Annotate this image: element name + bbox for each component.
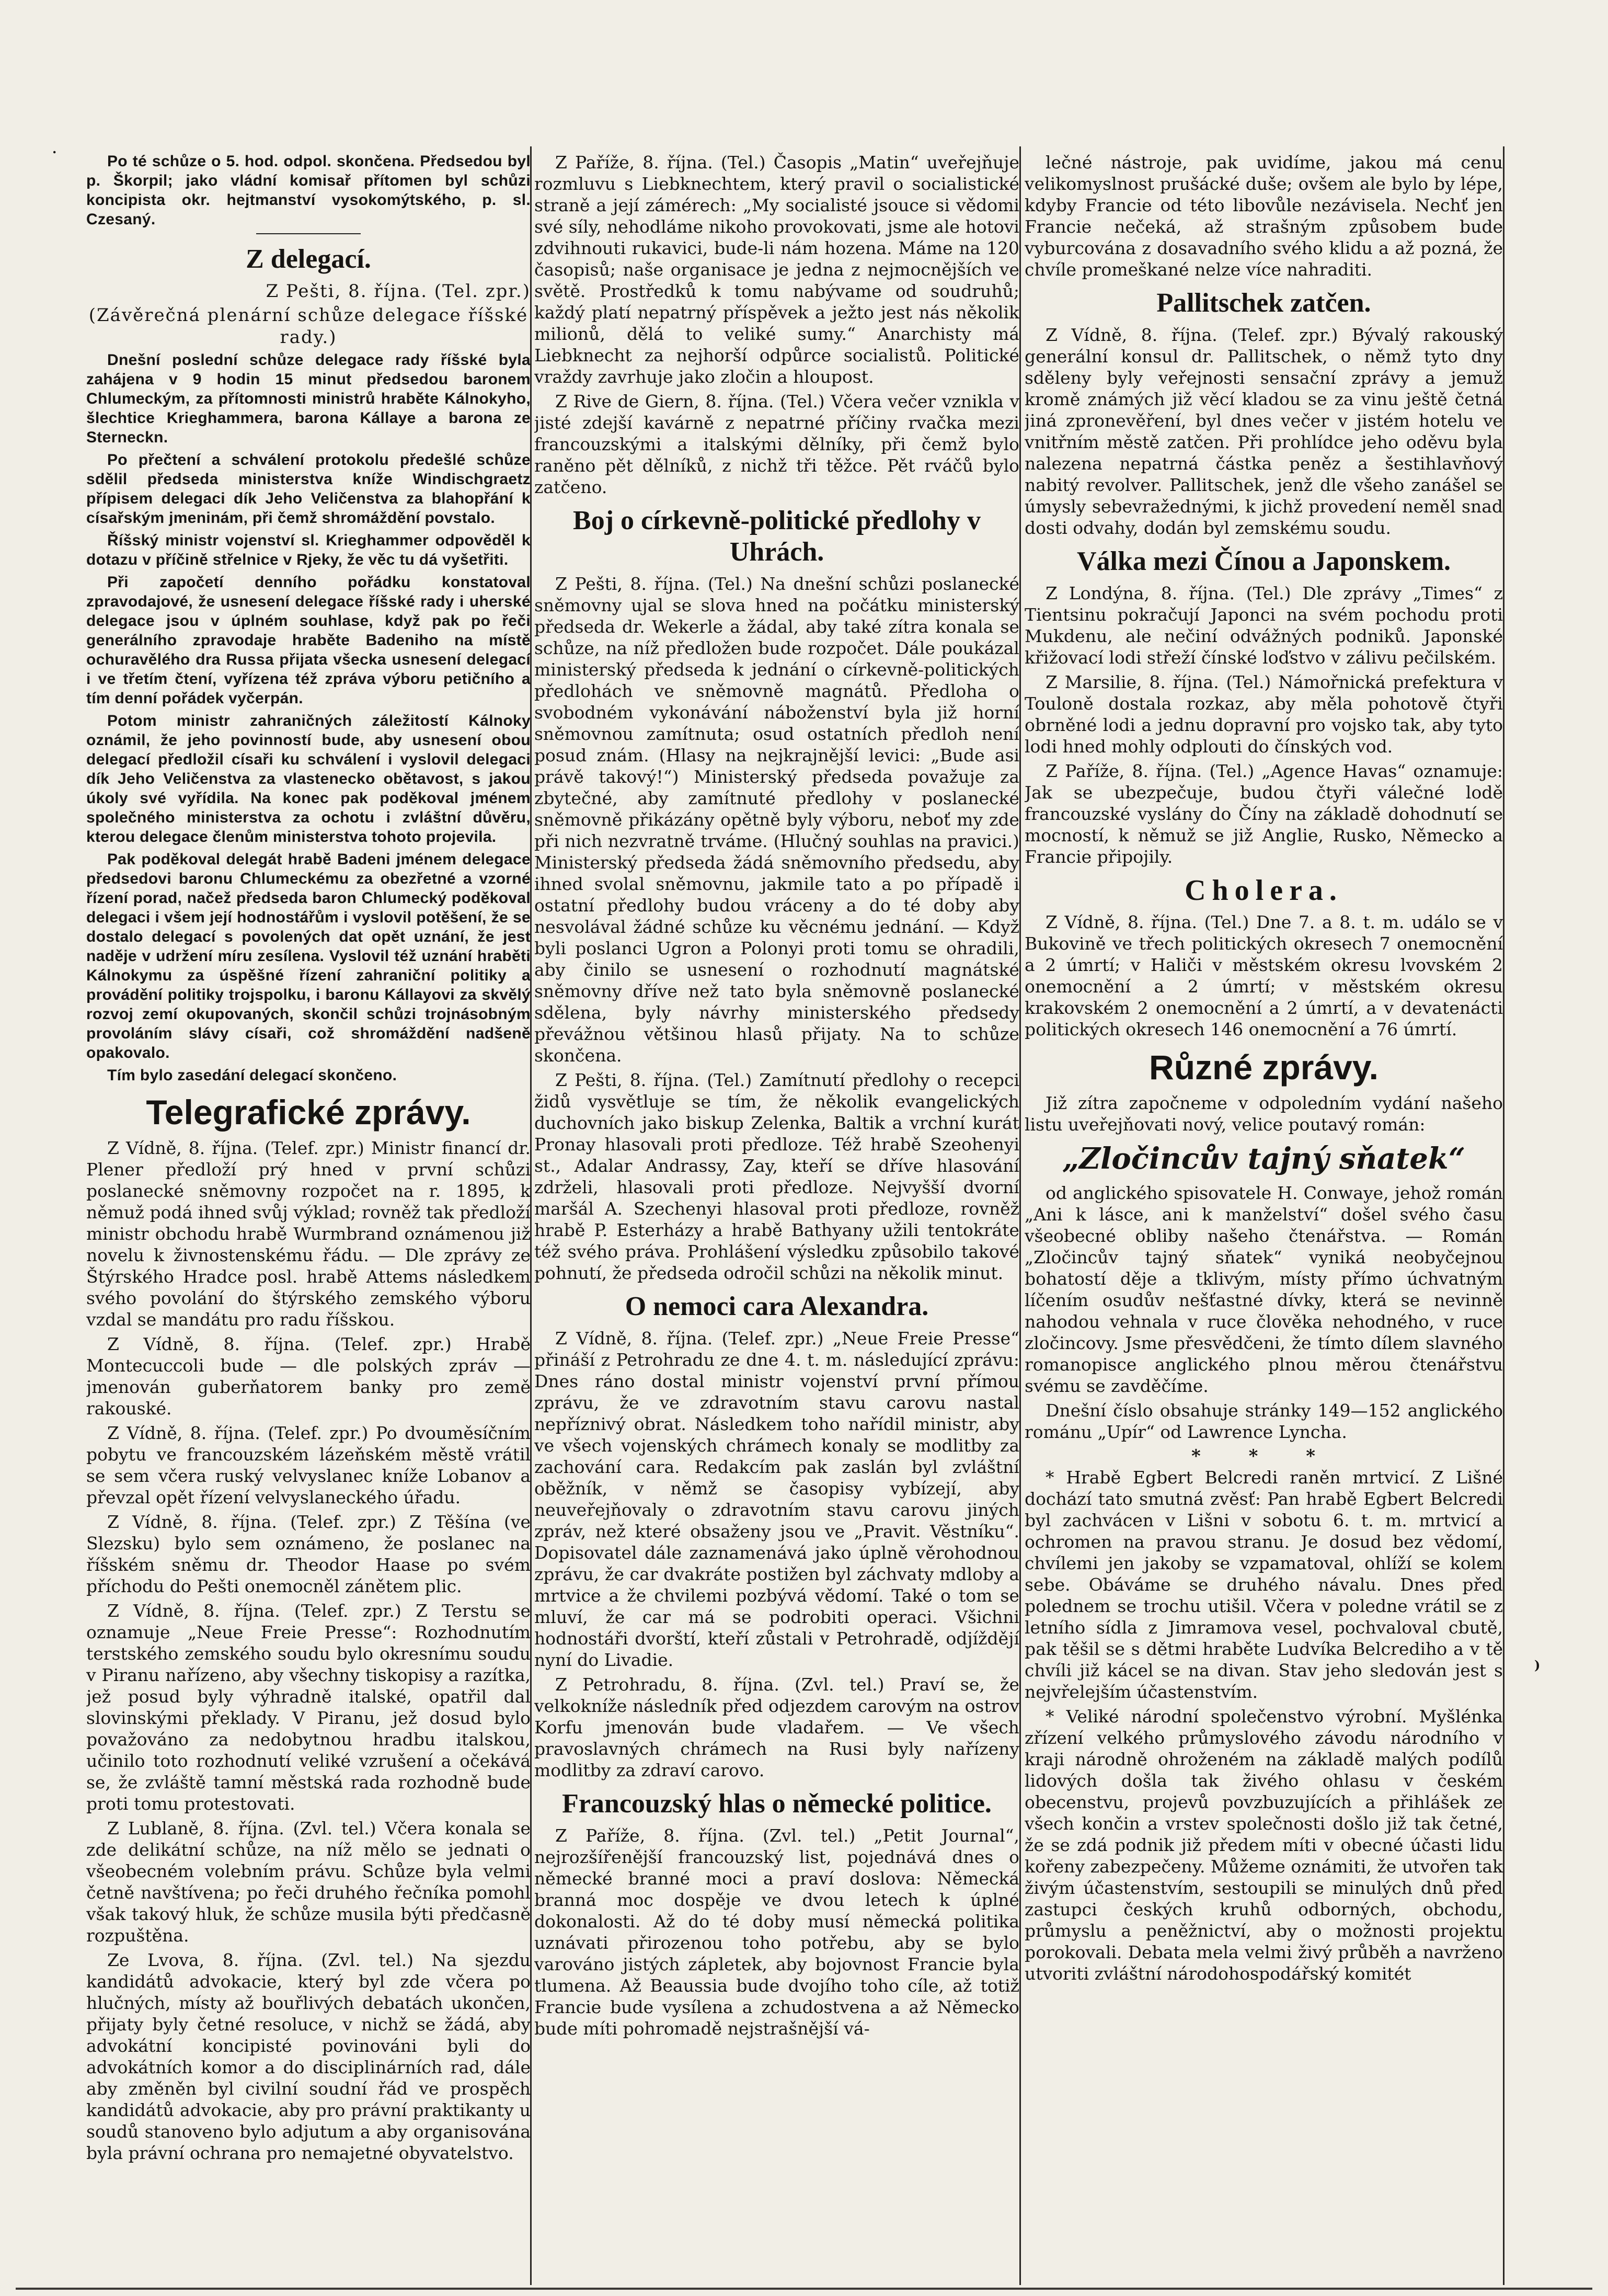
- article-paragraph: Z Vídně, 8. října. (Telef. zpr.) Ministr financí dr. Plener předloží prý hned v první schůzi poslanecké sněmovny rozpočet na r. 1895, k němuž podá ihned svůj výklad; rovněž tak předloží ministr obchodu hrabě Wurmbrand oznámenou již novelu k živnostenskému řádu. — Dle zprávy ze Štýrského Hradce posl. hrabě Attems následkem svého povolání do štýrského zemského výboru vzdal se mandátu pro radu říšskou.: [86, 1138, 531, 1330]
- article-paragraph: * Veliké národní společenstvo výrobní. Myšlénka zřízení velkého průmyslového závodu národního v kraji národně ohroženém na základě malých podílů lidových došla tak živého ohlasu v českém obecenstvu, projevů povzbuzujících a přihlášek ze všech končin a vrstev společnosti došlo již tak četné, že se zdá podnik již předem míti v obecné účasti lidu kořeny zabezpečeny. Můžeme oznámiti, že utvořen tak živým účastenstvím, sestoupili se minulých dnů před zastupci českých kruhů odborných, obchodu, průmyslu a peněžnictví, aby o možnosti projektu porokovali. Debata mela velmi živý průběh a navrženo utvoriti zvláštní národohospodářský komitét: [1025, 1706, 1503, 1984]
- section-heading: Různé zprávy.: [1149, 1048, 1379, 1087]
- article-paragraph: Z Rive de Giern, 8. října. (Tel.) Včera večer vznikla v jisté zdejší kavárně z nepatrné příčiny rvačka mezi francouzskými a italskými dělníky, při čemž bylo raněno pět dělníků, z nichž tři těžce. Pět rváčů bylo zatčeno.: [534, 391, 1019, 497]
- article-paragraph: Po přečtení a schválení protokolu předešlé schůze sdělil předseda ministerstva kníže Windischgraetz přípisem delegaci dík Jeho Veličenstva za blahopřání k císařským jmeninám, při čemž shromáždění povstalo.: [86, 451, 531, 527]
- article-paragraph: od anglického spisovatele H. Conwaye, jehož román „Ani k lásce, ani k manželství“ došel svého času všeobecné obliby našeho čtenářstva. — Román „Zločincův tajný sňatek“ vyniká neobyčejnou bohatostí děje a tklivým, místy přímo úchvatným líčením osudův nešťastné dívky, která se nevinně nahodou vehnala v ruce člověka nehodného, v ruce zločincovy. Jsme přesvědčeni, že tímto dílem slavného romanopisce anglického plnou měrou čtenářstvu svému se zavděčíme.: [1025, 1183, 1503, 1396]
- article-paragraph: Z Pešti, 8. října. (Tel.) Zamítnutí předlohy o recepci židů vysvětluje se tím, že několik evangelických duchovních jako biskup Zelenka, Baltik a vrchní kurát Pronay hlasovali proti předloze. Též hrabě Szeohenyi st., Adalar Andrassy, Zay, kteří se dříve hlasování zdrželi, hlasovali proti předloze. Nejvyšší dvorní maršál A. Szechenyi hlasoval proti předloze, rovněž hrabě P. Esterházy a hrabě Bathyany užili tentokráte též svého práva. Prohlášení výsledku způsobilo takové pohnutí, že předseda odročil schůzi na několik minut.: [534, 1070, 1019, 1283]
- column-rule: [1019, 146, 1021, 2285]
- article-paragraph: Z Petrohradu, 8. října. (Zvl. tel.) Praví se, že velkokníže následník před odjezdem carovým na ostrov Korfu jmenován bude vladařem. — Ve všech pravoslavných chrámech na Rusi byly nařízeny modlitby za zdraví carovo.: [534, 1674, 1019, 1780]
- novel-title: „Zločincův tajný sňatek“: [1062, 1141, 1465, 1176]
- article-paragraph: Z Paříže, 8. října. (Zvl. tel.) „Petit Journal“, nejrozšířenější francouzský list, pojednává dnes o německé branné moci a praví doslova: Německá branná moc dospěje ve dvou letech k úplné dokonalosti. Až do té doby musí německá politika uznávati přirozenou toho potřebu, aby se bylo varováno jistých zápletek, aby bojovnost Francie byla tlumena. Až Beaussia bude dvojího toho cíle, až totiž Francie bude vysílena a zchudostvena a až Německo bude míti pohromadě nejstrašnější vá-: [534, 1825, 1019, 2039]
- subheading: (Závěrečná plenární schůze delegace říšské rady.): [88, 305, 529, 348]
- column-3: [1025, 152, 1503, 2275]
- article-paragraph: Ze Lvova, 8. října. (Zvl. tel.) Na sjezdu kandidátů advokacie, který byl zde včera po hlučných, místy až bouřlivých debatách ukončen, přijaty byly četné resoluce, v nichž se žádá, aby advokátní koncipisté povinováni byli do advokátních komor a do disciplinárních rad, dále aby změněn byl civilní soudní řád ve prospěch kandidátů advokacie, aby pro právní praktikanty u soudů stanoveno bylo adjutum a aby organisována byla právní ochrana pro nemajetné obyvatelstvo.: [86, 1950, 531, 2163]
- article-paragraph: Z Vídně, 8. října. (Telef. zpr.) Hrabě Montecuccoli bude — dle polských zpráv — jmenován guberňatorem banky pro země rakouské.: [86, 1334, 531, 1419]
- section-heading: Francouzský hlas o německé politice.: [562, 1789, 992, 1819]
- ink-mark: ): [1534, 1658, 1541, 1673]
- section-heading: Telegrafické zprávy.: [146, 1093, 471, 1132]
- article-paragraph: Po té schůze o 5. hod. odpol. skončena. Předsedou byl p. Škorpil; jako vládní komisař přítomen byl schůzi koncipista okr. hejtmanství vysokomýtského, p. sl. Czesaný.: [86, 153, 531, 228]
- section-heading: Z delegací.: [246, 244, 371, 274]
- article-paragraph: Z Paříže, 8. října. (Tel.) Časopis „Matin“ uveřejňuje rozmluvu s Liebknechtem, který pravil o socialistické straně a její zámérech: „My socialisté jsouce si vědomi své síly, nehodláme nikoho provokovati, jsme ale hotovi zdvihnouti rukavici, bude-li nám hozena. Máme na 120 časopisů; naše organisace je jedna z nejmocnějších ve světě. Prostředků k tomu nabývame od soudruhů; každý platí nepatrný příspěvek a ježto jest nás několik milionů, dělá to veliké sumy.“ Anarchisty má Liebknecht za nejhorší odpůrce socialistů. Politické vraždy zavrhuje jako zločin a hloupost.: [534, 152, 1019, 387]
- article-paragraph: Již zítra započneme v odpoledním vydání našeho listu uveřejňovati nový, velice poutavý román:: [1025, 1093, 1503, 1135]
- column-rule: [1503, 146, 1504, 2285]
- article-paragraph: Dnešní číslo obsahuje stránky 149—152 anglického románu „Upír“ od Lawrence Lyncha.: [1025, 1400, 1503, 1442]
- section-heading: O nemoci cara Alexandra.: [625, 1292, 929, 1321]
- dateline: Z Pešti, 8. října. (Tel. zpr.): [266, 281, 531, 302]
- article-paragraph: Říšský ministr vojenství sl. Krieghammer odpověděl k dotazu v příčině střelnice v Rjeky, že věc tu dá vyšetřiti.: [86, 532, 531, 568]
- ink-mark: .: [52, 141, 57, 156]
- article-paragraph: lečné nástroje, pak uvidíme, jakou má cenu velikomyslnost prušácké duše; ovšem ale bylo by lépe, kdyby Francie od této libovůle nezávisela. Nechť jen Francie nečeká, až strašným způsobem bude vyburcována z dosavadního svého klidu a až pozná, že chvíle promeškané nelze více nahraditi.: [1025, 152, 1503, 280]
- section-heading: Boj o církevně-politické předlohy v Uhrách.: [573, 506, 981, 567]
- article-paragraph: Z Pešti, 8. října. (Tel.) Na dnešní schůzi poslanecké sněmovny ujal se slova hned na počátku ministerský předseda dr. Wekerle a žádal, aby také zítra konala se schůze, na níž předložen bude rozpočet. Dále poukázal ministerský předseda k jednání o církevně-politických předlohách ve sněmovně magnátů. Předloha o svobodném vykonávání náboženství byla již horní sněmovnou zamítnuta; osud ostatních předloh není posud znám. (Hlasy na nejkrajnější levici: „Bude asi právě takový!“) Ministerský předseda považuje za zbytečné, aby zamítnuté předlohy v poslanecké sněmovně přikázány opětně byly výboru, neboť my zde při nich nezvratně trváme. (Hlučný souhlas na pravici.) Ministerský předseda žádá sněmovního předsedu, aby ihned svolal sněmovnu, jakmile tato a po případě i ostatní předlohy budou vráceny a do té doby aby nesvolával žádné schůze ku věcnému jednání. — Když byli poslanci Ugron a Polonyi proti tomu se ohradili, aby činilo se usnesení o rozhodnutí magnátské sněmovny dříve než tato byla sněmovně poslanecké sdělena, byly návrhy ministerského předsedy převážnou většinou hlasů přijaty. Na to schůze skončena.: [534, 574, 1019, 1066]
- article-paragraph: Z Vídně, 8. října. (Telef. zpr.) Po dvouměsíčním pobytu ve francouzském lázeňském městě vrátil se sem včera ruský velvyslanec kníže Lobanov a převzal opět řízení velvyslaneckého úřadu.: [86, 1423, 531, 1507]
- section-heading: Pallitschek zatčen.: [1156, 288, 1371, 318]
- column-1: [86, 152, 531, 2275]
- article-paragraph: Z Lublaně, 8. října. (Zvl. tel.) Včera konala se zde delikátní schůze, na níž mělo se jednati o všeobecném volebním právu. Schůze byla velmi četně navštívena; po řeči druhého řečníka pomohl však takový hluk, že schůze musila býti předčasně rozpuštěna.: [86, 1818, 531, 1946]
- article-paragraph: Z Vídně, 8. října. (Telef. zpr.) „Neue Freie Presse“ přináší z Petrohradu ze dne 4. t. m. následující zprávu: Dnes ráno dostal ministr vojenství první přímou zprávu, že ve zdravotním stavu carovu nastal nepříznivý obrat. Následkem toho nařídil ministr, aby ve všech vojenských chrámech konaly se modlitby za zachování cara. Redakcím pak zaslán byl zvláštní oběžník, v němž se časopisy vybízejí, aby neuveřejňovaly o zdravotním stavu carovu jiných zpráv, než které obsaženy jsou ve „Pravit. Věstníku“. Dopisovatel dále zaznamenává jako úplně věrohodnou zprávu, že car dvakráte postižen byl záchvaty mdloby a mrtvice a že chvilemi pozbývá vědomí. Také o tom se mluví, že car má se podrobiti operaci. Všichni hodnostáři dvorští, kteří zůstali v Petrohradě, odjíždějí nyní do Livadie.: [534, 1328, 1019, 1670]
- article-paragraph: Dnešní poslední schůze delegace rady říšské byla zahájena v 9 hodin 15 minut předsedou baronem Chlumeckým, za přítomnosti ministrů hraběte Kálnokyho, šlechtice Krieghammera, barona Kállaye a barona ze Sterneckn.: [86, 351, 531, 446]
- article-paragraph: Z Londýna, 8. října. (Tel.) Dle zprávy „Times“ z Tientsinu pokračují Japonci na svém pochodu proti Mukdenu, ale nečiní odvážných podniků. Japonské křižovací lodi střeží čínské loďstvo v zálivu pečilském.: [1025, 583, 1503, 668]
- article-paragraph: Z Vídně, 8. října. (Tel.) Dne 7. a 8. t. m. událo se v Bukovině ve třech politických okresech 7 onemocnění a 2 úmrtí; v Haliči v městském okresu lvovském 2 onemocnění a 2 úmrtí; v městském okresu krakovském 2 onemocnění a 2 úmrtí, a v devatenácti politických okresech 146 onemocnění a 76 úmrtí.: [1025, 912, 1503, 1040]
- article-paragraph: Z Marsilie, 8. října. (Tel.) Námořnická prefektura v Touloně dostala rozkaz, aby měla pohotově čtyři obrněné lodi a jednu dopravní pro vojsko tak, aby tyto lodi hned mohly odplouti do čínských vod.: [1025, 672, 1503, 757]
- article-paragraph: Při započetí denního pořádku konstatoval zpravodajové, že usnesení delegace říšské rady i uherské delegace jsou v úplném souhlase, když pak po řeči generálního zpravodaje hraběte Badeniho na místě ochuravělého dra Russa přijata všecka usnesení delegací i ve třetím čtení, vyřízena též zpráva výboru petičního a tím denní pořádek vyčerpán.: [86, 574, 531, 707]
- article-paragraph: Potom ministr zahraničných záležitostí Kálnoky oznámil, že jeho povinností bude, aby usnesení obou delegací předložil císaři ku schválení i vyslovil delegaci dík Jeho Veličenstva za vlastenecko obětavost, s jakou úkoly své vyřídila. Na konec pak poděkoval jménem společného ministerstva za ochotu i zvláštní důvěru, kterou delegace členům ministerstva tohoto projevila.: [86, 712, 531, 846]
- article-paragraph: Z Vídně, 8. října. (Telef. zpr.) Bývalý rakouský generální konsul dr. Pallitschek, o němž tyto dny sděleny byly veřejnosti sensační zprávy a jemuž kromě známých již věcí kladou se za vinu ještě četná jiná zpronevěření, byl dnes večer v jistém hotelu ve vnitřním městě zatčen. Při prohlídce jeho oděvu byla nalezena nepatrná částka peněz a šestihlavňový nabitý revolver. Pallitschek, jenž dle všeho zanášel se úmysly sebevražednými, k jichž provedení neměl snad dosti odvahy, dodán byl zemskému soudu.: [1025, 325, 1503, 538]
- article-paragraph: Z Vídně, 8. října. (Telef. zpr.) Z Terstu se oznamuje „Neue Freie Presse“: Rozhodnutím terstského zemského soudu bylo okresnímu soudu v Piranu nařízeno, aby všechny tiskopisy a razítka, jež posud byly výhradně italské, opatřil dal slovinskými překlady. V Piranu, jež dosud bylo považováno za nedobytnou hradbu italskou, učinilo toto rozhodnutí veliké vzrušení a očekává se, že zvláště tamní městská rada rozhodně bude proti tomu protestovati.: [86, 1601, 531, 1814]
- bottom-rule: [16, 2288, 1592, 2290]
- section-heading: Cholera.: [1185, 874, 1343, 907]
- article-paragraph: Z Paříže, 8. října. (Tel.) „Agence Havas“ oznamuje: Jak se ubezpečuje, budou čtyři válečné lodě francouzské vyslány do Číny na základě dohodnutí se mocností, k němuž se již Anglie, Rusko, Německo a Francie připojily.: [1025, 761, 1503, 867]
- section-heading: Válka mezi Čínou a Japonskem.: [1076, 546, 1451, 576]
- section-divider: [256, 233, 361, 234]
- article-paragraph: Pak poděkoval delegát hrabě Badeni jménem delegace předsedovi baronu Chlumeckému za obezřetné a vzorné řízení porad, načež předseda baron Chlumecký poděkoval delegaci i všem její hodnostářům i vyslovil potěšení, že se dostalo delegací s povolených dat opět uznání, že jest naděje v udržení míru zesílena. Vyslovil též uznání hraběti Kálnokymu za úspěšné řízení zahraniční politiky a provádění politiky trojspolku, i baronu Kállayovi za skvělý rozvoj zemí okupovaných, skončil schůzi trojnásobným provoláním slávy císaři, což shromáždění nadšeně opakovalo.: [86, 851, 531, 1061]
- separator-stars: * * *: [1191, 1446, 1336, 1467]
- column-2: [534, 152, 1019, 2275]
- article-paragraph: * Hrabě Egbert Belcredi raněn mrtvicí. Z Lišné dochází tato smutná zvěsť: Pan hrabě Egbert Belcredi byl zachvácen v Lišni v sobotu 6. t. m. mrtvicí a ochromen na pravou stranu. Je dosud bez vědomí, chvílemi jen jakoby se vzpamatoval, ohlíží se kolem sebe. Obáváme se druhého návalu. Dnes před polednem se trochu utišil. Včera v poledne vrátil se z letního sídla z Jimramova vesel, pochvaloval cbutě, pak těšil se s dětmi hraběte Ludvíka Belcrediho a v tě chvíli již kácel se na divan. Stav jeho sledován jest s nejvřelejším účastenstvím.: [1025, 1467, 1503, 1702]
- article-paragraph: Z Vídně, 8. října. (Telef. zpr.) Z Těšína (ve Slezsku) bylo sem oznámeno, že poslanec na říšském sněmu dr. Theodor Haase po svém příchodu do Pešti onemocněl zánětem plic.: [86, 1512, 531, 1596]
- article-paragraph: Tím bylo zasedání delegací skončeno.: [107, 1067, 397, 1084]
